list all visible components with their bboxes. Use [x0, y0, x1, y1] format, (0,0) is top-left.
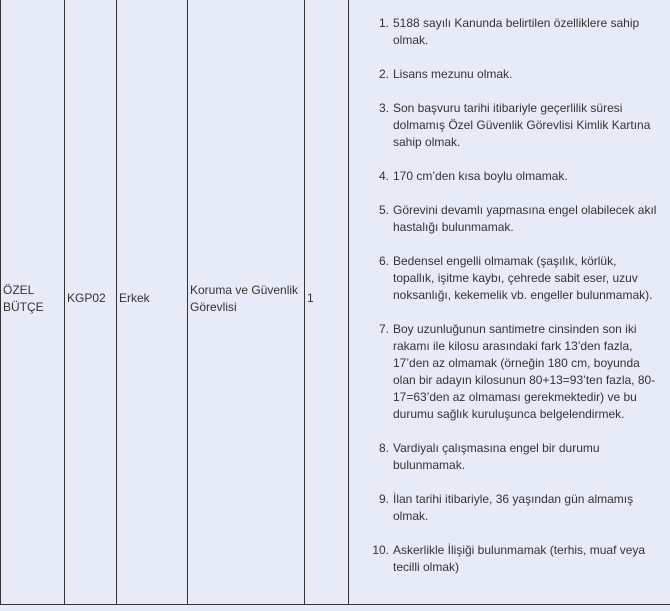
list-item-text: Bedensel engelli olmamak (şaşılık, körlük, topallık, işitme kaybı, çehrede sabit eser, uzuv noksanlığı, kekemelik vb. engeller bulunmamak). — [393, 254, 653, 302]
requirements-cell — [349, 0, 670, 605]
list-item-number: 3. — [378, 101, 389, 115]
list-item-number: 10. — [372, 543, 389, 557]
list-item-number: 9. — [378, 492, 389, 506]
list-item-number: 2. — [378, 67, 389, 81]
list-item-text: Son başvuru tarihi itibariyle geçerlilik süresi dolmamış Özel Güvenlik Görevlisi Kimlik Kartına sahip olmak. — [393, 101, 651, 149]
list-item — [361, 202, 658, 236]
list-item-number: 6. — [378, 254, 389, 268]
position-cell: Koruma ve Güvenlik Görevlisi — [188, 0, 305, 605]
list-item — [361, 168, 658, 185]
list-item — [361, 542, 658, 576]
list-item-text: Vardiyalı çalışmasına engel bir durumu bulunmamak. — [393, 441, 600, 472]
code-cell: KGP02 — [65, 0, 117, 605]
list-item-number: 4. — [378, 169, 389, 183]
list-item — [361, 66, 658, 83]
list-item — [361, 321, 658, 423]
list-item-number: 5. — [378, 203, 389, 217]
budget-cell: ÖZEL BÜTÇE — [1, 0, 65, 605]
list-item-text: Görevini devamlı yapmasına engel olabilecek akıl hastalığı bulunmamak. — [393, 203, 657, 234]
requirements-list — [351, 9, 668, 588]
list-item-text: 5188 sayılı Kanunda belirtilen özelliklere sahip olmak. — [393, 16, 640, 47]
list-item — [361, 440, 658, 474]
list-item-number: 1. — [378, 16, 389, 30]
list-item-number: 8. — [378, 441, 389, 455]
list-item-text: Lisans mezunu olmak. — [393, 67, 513, 81]
list-item — [361, 15, 658, 49]
list-item — [361, 100, 658, 151]
list-item-text: Boy uzunluğunun santimetre cinsinden son iki rakamı ile kilosu arasındaki fark 13’den fazla, 17’den az olmamak (örneğin 180 cm, boyunda olan bir adayın kilosunun 80+13=93’ten fazla, 80-17=63’den az olmaması gerekmektedir) ve bu durumu sağlık kuruluşunca belgelendirmek. — [393, 322, 656, 421]
gender-cell: Erkek — [117, 0, 188, 605]
list-item-number: 7. — [378, 322, 389, 336]
list-item — [361, 253, 658, 304]
table-row — [1, 0, 670, 605]
list-item-text: Askerlikle İlişiği bulunmamak (terhis, muaf veya tecilli olmak) — [393, 543, 646, 574]
list-item-text: 170 cm’den kısa boylu olmamak. — [393, 169, 568, 183]
count-cell: 1 — [305, 0, 349, 605]
list-item-text: İlan tarihi itibariyle, 36 yaşından gün almamış olmak. — [393, 492, 634, 523]
list-item — [361, 491, 658, 525]
